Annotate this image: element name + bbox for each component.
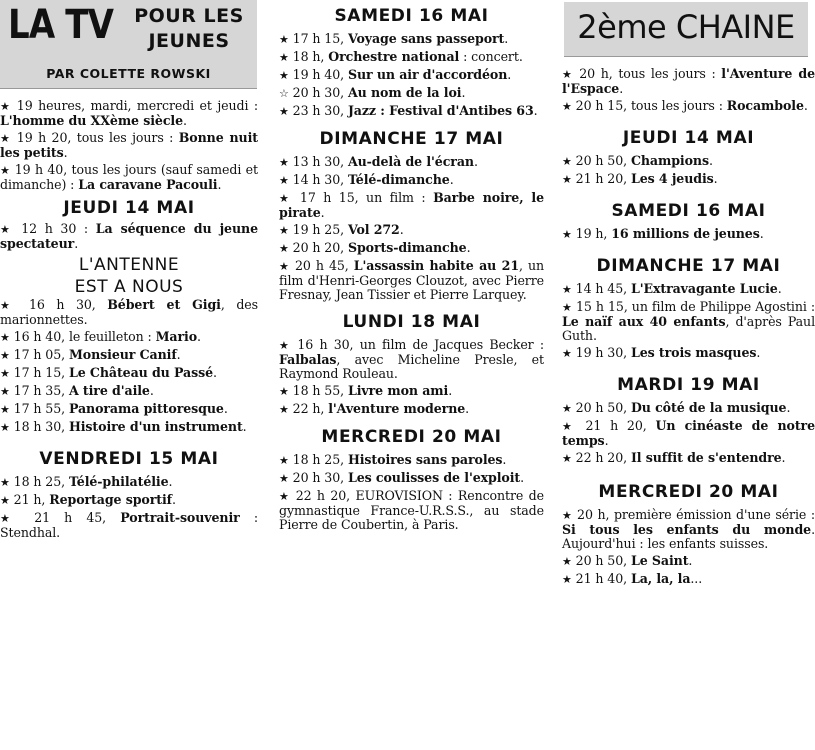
star-icon: ★ [279,33,289,46]
program-entry [279,338,544,381]
entry-text: 22 h 20, [571,450,631,465]
star-icon: ★ [279,260,290,273]
entry-text: . [688,553,693,568]
entry-text: 16 h 30, un film de Jacques Becker : [291,337,544,352]
program-title: Au nom de la loi [347,85,462,100]
entry-text: 21 h 20, [571,171,631,186]
program-entry [562,154,815,169]
program-title: Le Château du Passé [68,365,214,380]
program-entry [0,298,258,327]
entry-text: . [171,492,176,507]
title-banner [0,0,257,89]
program-title: Télé-dimanche [347,172,450,187]
program-title: L'Extravagante Lucie [630,281,778,296]
program-entry [0,511,258,540]
entry-text: 19 h 25, [288,222,348,237]
program-entry [279,471,544,486]
program-entry [0,384,258,399]
entry-text: 18 h 55, [288,383,348,398]
program-title: Livre mon ami [347,383,449,398]
day-heading: SAMEDI 16 MAI [334,6,489,26]
program-entry [562,508,815,551]
program-title: Orchestre national [328,49,460,64]
program-entry [279,489,544,532]
entry-text: . [604,433,609,448]
star-icon: ★ [0,403,10,416]
entry-text: 20 h 45, [289,258,354,273]
entry-text: . [242,419,247,434]
program-entry [279,86,544,101]
program-title: A tire d'aile [68,383,150,398]
day-heading: MERCREDI 20 MAI [321,427,502,447]
entry-text: . [759,226,764,241]
entry-text: , un film d'Henri-Georges Clouzot, avec Pierre Fresnay, Jean Tissier et Pierre Larquey. [279,258,544,302]
day-heading: MERCREDI 20 MAI [598,482,779,502]
program-title: Bonne nuit les petits [0,130,258,160]
entry-text: 20 h 30, [288,470,348,485]
program-title: Du côté de la musique [630,400,787,415]
entry-text: 17 h 15, [288,31,348,46]
program-title: l'Aventure de l'Espace [562,66,815,96]
day-heading: DIMANCHE 17 MAI [319,129,504,149]
program-title: Mario [155,329,198,344]
star-icon: ★ [562,173,572,186]
section-heading-line: L'ANTENNE [78,255,180,275]
entry-text: . [520,470,525,485]
entry-text: , avec Micheline Presle, et Raymond Rouleau. [279,352,544,381]
entry-text: 22 h 20, EUROVISION : Rencontre de gymnastique France-U.R.S.S., au stade Pierre de Coubertin, à Paris. [279,488,545,532]
star-icon: ★ [279,385,289,398]
entry-text: . [619,81,624,96]
program-title: Télé-philatélie [68,474,169,489]
star-icon: ★ [562,555,572,568]
program-entry [279,155,544,170]
entry-text: 20 h 30, [288,85,348,100]
program-entry [0,222,258,251]
entry-text: 13 h 30, [288,154,348,169]
entry-text: . [399,222,404,237]
program-title: Il suffit de s'entendre [630,450,782,465]
entry-text: 20 h 50, [571,400,631,415]
star-icon: ★ [0,367,10,380]
entry-text: . [756,345,761,360]
program-entry [279,402,544,417]
program-title: Voyage sans passeport [347,31,505,46]
program-title: La, la, la [630,571,691,586]
program-entry [562,227,815,242]
banner-subtitle [124,4,254,54]
entry-text: . [781,450,786,465]
star-icon: ★ [0,331,10,344]
entry-text: 19 h 40, [288,67,348,82]
program-entry [562,282,815,297]
star-icon: ★ [0,349,10,362]
banner-title: LA TV [8,2,114,48]
program-entry [0,99,258,128]
entry-text: 18 h 30, [9,419,69,434]
program-entry [0,493,258,508]
intro-list [0,99,258,192]
entry-text: . [449,172,454,187]
entry-text: 17 h 55, [9,401,69,416]
star-icon: ★ [562,347,572,360]
entry-text: . [708,153,713,168]
entry-text: . [223,401,228,416]
entry-text: . [183,113,187,128]
day-heading: JEUDI 14 MAI [63,198,195,218]
program-title: Portrait-souvenir [120,510,240,525]
entry-text: . [448,383,453,398]
program-entry [0,348,258,363]
entry-text: 22 h, [288,401,329,416]
entry-text: 14 h 30, [288,172,348,187]
program-entry [562,554,815,569]
program-entry [279,104,544,119]
entry-text: 17 h 15, un film : [292,190,434,205]
program-title: Vol 272 [347,222,400,237]
entry-text: 17 h 15, [9,365,69,380]
star-icon: ★ [0,299,18,312]
program-title: Sur un air d'accordéon [347,67,508,82]
program-title: Si tous les enfants du monde [562,522,812,537]
entry-text: . [74,236,79,251]
entry-text: , d'après Paul Guth. [562,314,815,343]
entry-text: 21 h 40, [571,571,631,586]
program-entry [562,99,815,114]
star-icon: ★ [562,283,572,296]
program-title: Au-delà de l'écran [347,154,474,169]
program-entry [279,241,544,256]
program-entry [279,191,544,220]
entry-text: 18 h, [288,49,329,64]
section-heading-line: EST A NOUS [74,277,184,297]
entry-text: . [213,365,217,380]
star-icon: ★ [279,69,289,82]
star-icon: ★ [279,339,292,352]
program-title: Les trois masques [630,345,757,360]
entry-text: 20 h, première émission d'une série : [572,507,815,522]
entry-text: . [197,329,201,344]
section-heading-antenne [0,254,258,298]
program-title: Histoires sans paroles [347,452,503,467]
entry-text: . [461,85,466,100]
star-icon: ★ [279,242,289,255]
program-entry [562,172,815,187]
star-icon: ★ [0,132,12,145]
star-icon: ★ [279,51,289,64]
star-icon: ★ [0,385,10,398]
star-icon: ★ [279,403,289,416]
program-entry [0,402,258,417]
program-entry [0,475,258,490]
entry-text: . [786,400,791,415]
star-icon: ★ [562,228,572,241]
program-entry [0,163,258,192]
star-icon: ★ [0,164,11,177]
program-entry [562,300,815,343]
entry-text: . [507,67,512,82]
star-icon: ★ [562,452,572,465]
program-title: Le Saint [630,553,689,568]
entry-text: . Aujourd'hui : les enfants suisses. [562,522,815,551]
program-entry [0,131,258,160]
star-icon: ★ [562,68,574,81]
entry-text: 14 h 45, [571,281,631,296]
column-programs [279,0,544,535]
entry-text: . [466,240,471,255]
star-icon: ★ [562,573,572,586]
day-heading: MARDI 19 MAI [617,375,760,395]
program-title: Panorama pittoresque [68,401,224,416]
program-title: Bébert et Gigi [107,297,221,312]
entry-text: 20 h 50, [571,553,631,568]
column-2eme-chaine [562,0,815,590]
program-entry [279,50,544,65]
entry-text: 19 h, [571,226,612,241]
program-title: Les coulisses de l'exploit [347,470,521,485]
entry-text: 20 h 50, [571,153,631,168]
entry-text: . [533,103,538,118]
program-entry [279,173,544,188]
program-entry [279,453,544,468]
star-icon: ★ [562,301,572,314]
entry-text: 20 h 20, [288,240,348,255]
entry-text: . [149,383,154,398]
star-icon: ★ [279,105,289,118]
program-entry [279,32,544,47]
star-icon: ★ [0,512,21,525]
entry-text: 12 h 30 : [13,221,96,236]
entry-text: 17 h 05, [9,347,69,362]
star-icon: ★ [279,224,289,237]
entry-text: 20 h, tous les jours : [573,66,722,81]
program-entry [0,330,258,345]
program-title: Jazz : Festival d'Antibes 63 [347,103,534,118]
entry-text: . [168,474,173,489]
program-title: La séquence du jeune spectateur [0,221,258,251]
program-title: La caravane Pacouli [78,177,218,192]
star-icon: ★ [279,490,291,503]
star-icon: ★ [0,494,10,507]
entry-text: . [473,154,478,169]
star-icon: ★ [279,454,289,467]
entry-text: . [217,177,222,192]
entry-text: 16 h 30, [17,297,108,312]
program-title: Sports-dimanche [347,240,467,255]
day-heading: LUNDI 18 MAI [342,312,481,332]
entry-text: 16 h 40, le feuilleton : [9,329,156,344]
program-title: Rocambole [726,98,804,113]
star-icon: ★ [562,402,572,415]
program-entry [562,419,815,448]
star-icon: ★ [0,223,14,236]
program-entry [279,259,544,302]
entry-text: . [777,281,782,296]
program-title: Falbalas [279,352,337,367]
program-title: Le naïf aux 40 enfants [562,314,726,329]
program-entry [562,451,815,466]
entry-text: 18 h 25, [9,474,69,489]
entry-text: ... [690,571,703,586]
entry-text: . [504,31,509,46]
star-icon: ★ [279,472,289,485]
banner-subtitle-line2: JEUNES [148,30,230,52]
entry-text: 21 h 20, [576,418,656,433]
entry-text: . [320,205,325,220]
entry-text: 19 heures, mardi, mercredi et jeudi : [11,98,258,113]
entry-text: 15 h 15, un film de Philippe Agostini : [571,299,815,314]
entry-text: 17 h 35, [9,383,69,398]
star-icon: ★ [279,156,289,169]
entry-text: . [502,452,507,467]
entry-text: 20 h 15, tous les jours : [571,98,727,113]
program-entry [562,401,815,416]
entry-text: 23 h 30, [288,103,348,118]
banner-subtitle-line1: POUR LES [134,5,244,27]
program-title: 16 millions de jeunes [611,226,760,241]
entry-text: 18 h 25, [288,452,348,467]
program-entry [562,346,815,361]
day-heading: JEUDI 14 MAI [622,128,755,148]
entry-text: 19 h 40, tous les jours (sauf samedi et dimanche) : [0,162,258,192]
program-title: Les 4 jeudis [630,171,714,186]
byline: PAR COLETTE ROWSKI [46,66,211,81]
program-title: Monsieur Canif [68,347,177,362]
entry-text: 21 h, [9,492,50,507]
day-heading: DIMANCHE 17 MAI [596,256,781,276]
entry-text: 19 h 20, tous les jours : [11,130,179,145]
program-title: Barbe noire, le pirate [279,190,545,220]
star-icon: ★ [562,100,572,113]
program-entry [562,67,815,96]
star-icon: ★ [0,421,10,434]
program-title: Un cinéaste de notre temps [562,418,815,448]
program-title: l'Aventure moderne [328,401,466,416]
program-title: Histoire d'un instrument [68,419,243,434]
entry-text: . [803,98,808,113]
entry-text: , des marionnettes. [0,297,259,327]
star-icon: ★ [0,100,12,113]
program-title: L'homme du XXème siècle [0,113,183,128]
star-icon: ★ [562,420,577,433]
program-entry [279,68,544,83]
entry-text: : concert. [459,49,523,64]
program-entry [279,223,544,238]
program-entry [0,366,258,381]
day-heading: SAMEDI 16 MAI [611,201,766,221]
star-icon: ★ [279,192,293,205]
star-icon: ★ [0,476,10,489]
program-title: Reportage sportif [49,492,172,507]
program-entry [562,572,815,587]
column-jeunes [0,0,258,543]
program-entry [0,420,258,435]
entry-text: . [176,347,181,362]
star-icon: ★ [562,155,572,168]
entry-text: : Stendhal. [0,510,259,540]
entry-text: 21 h 45, [20,510,121,525]
entry-text: 19 h 30, [571,345,631,360]
program-title: Champions [630,153,709,168]
star-icon: ★ [279,174,289,187]
entry-text: . [465,401,470,416]
entry-text: . [63,145,68,160]
channel-banner: 2ème CHAINE [564,2,808,57]
program-title: L'assassin habite au 21 [353,258,519,273]
day-heading: VENDREDI 15 MAI [39,449,219,469]
star-outline-icon: ☆ [279,87,289,100]
program-entry [279,384,544,399]
entry-text: . [713,171,718,186]
star-icon: ★ [562,509,573,522]
